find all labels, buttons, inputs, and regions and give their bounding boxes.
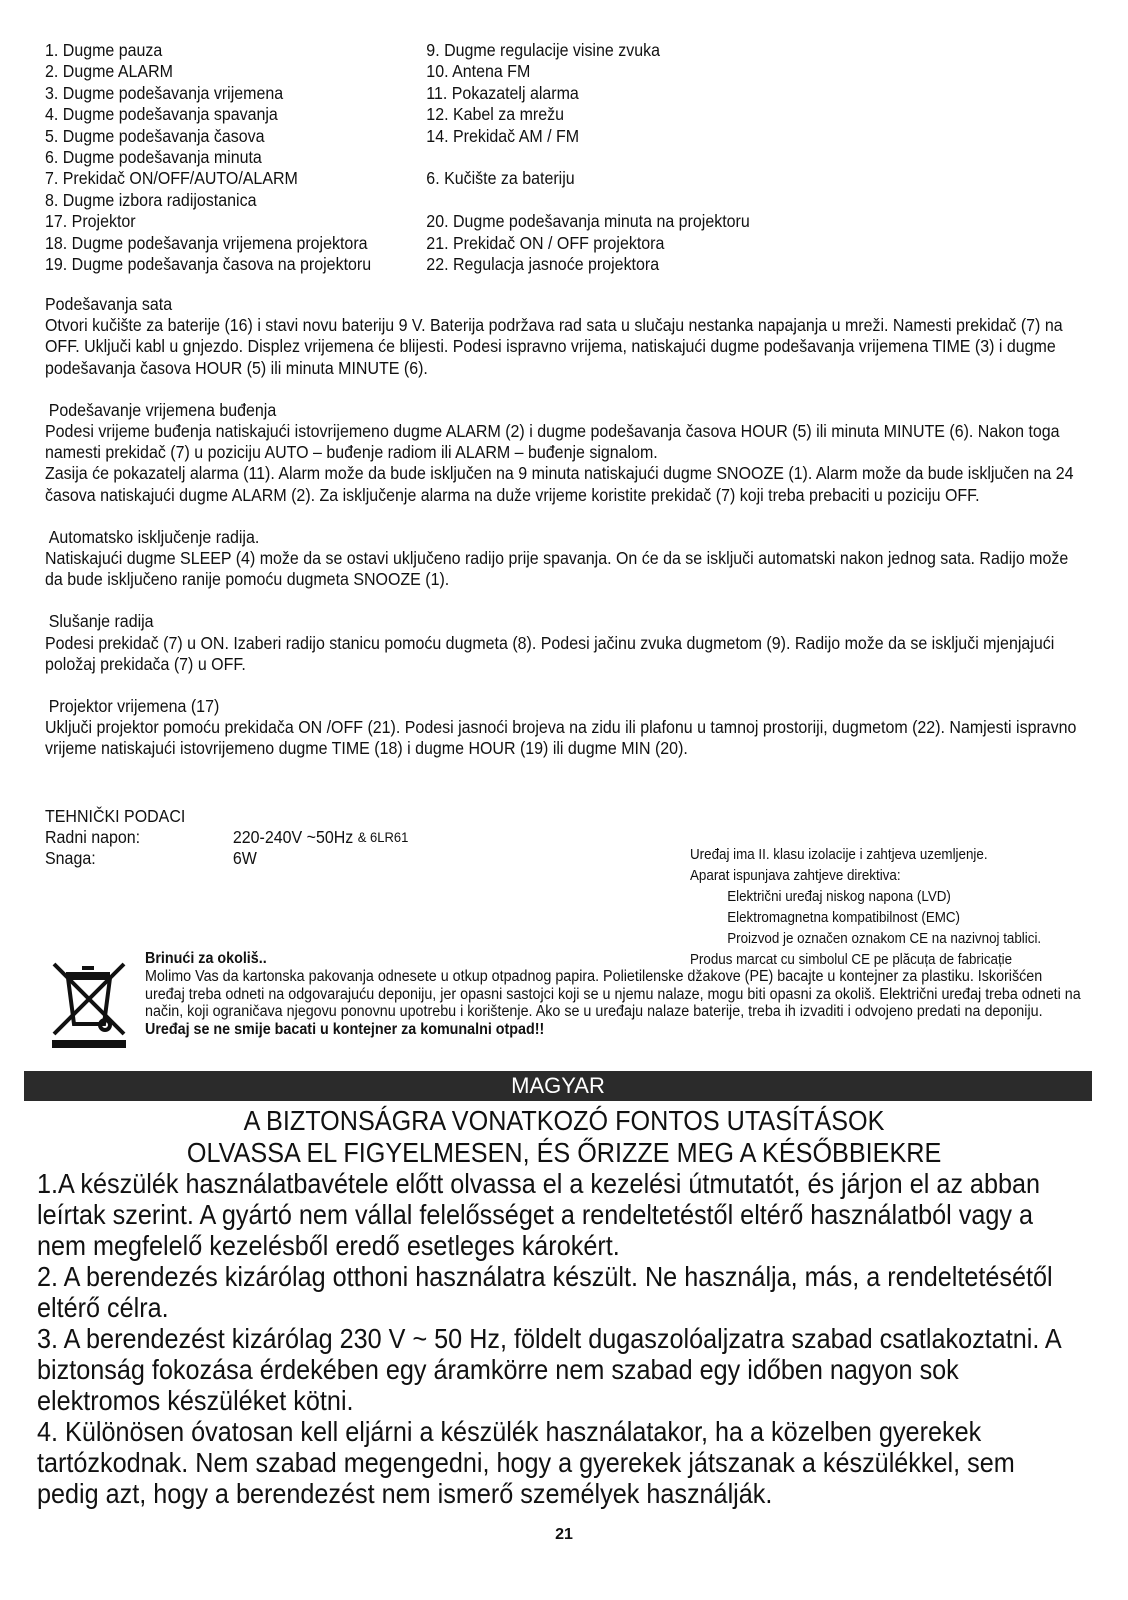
tech-value-extra: & 6LR61 bbox=[357, 829, 409, 845]
section-heading: Slušanje radija bbox=[48, 611, 154, 632]
environment-notice bbox=[145, 950, 1084, 1039]
note-line: Električni uređaj niskog napona (LVD) bbox=[727, 889, 951, 905]
hungarian-title-text: A BIZTONSÁGRA VONATKOZÓ FONTOS UTASÍTÁSOK bbox=[243, 1105, 885, 1136]
tech-heading: TEHNIČKI PODACI bbox=[45, 806, 186, 826]
part-item: 20. Dugme podešavanja minuta na projektoru bbox=[426, 211, 750, 232]
hungarian-body bbox=[37, 1168, 1063, 1509]
language-bar: MAGYAR bbox=[24, 1071, 1092, 1101]
part-item: 21. Prekidač ON / OFF projektora bbox=[426, 232, 665, 253]
tech-label: Radni napon: bbox=[45, 827, 141, 847]
parts-row bbox=[45, 211, 817, 232]
note-line: Produs marcat cu simbolul CE pe plăcuța de fabricație bbox=[690, 952, 1013, 968]
part-item: 5. Dugme podešavanja časova bbox=[45, 125, 265, 146]
technical-data bbox=[45, 806, 408, 869]
section-auto-off bbox=[45, 527, 1077, 591]
safety-item: 3. A berendezést kizárólag 230 V ~ 50 Hz, földelt dugaszolóaljzatra szabad csatlakoztatni. A biztonság fokozása érdekében egy áramkörre nem szabad egy időben nagyon sok elektromos készüléket kötni. bbox=[37, 1323, 1061, 1416]
section-text: Podesi prekidač (7) u ON. Izaberi radijo stanicu pomoću dugmeta (8). Podesi jačinu zvuka dugmetom (9). Radijo može da se isključi mjenjajući položaj prekidača (7) u OFF. bbox=[45, 632, 1055, 674]
part-item: 19. Dugme podešavanja časova na projektoru bbox=[45, 254, 372, 275]
section-text: Zasija će pokazatelj alarma (11). Alarm može da bude isključen na 9 minuta natiskajući dugme SNOOZE (1). Alarm može da bude isključen na 24 časova natiskajući dugme ALARM (2). Za isključenje alarma na duže vrijeme koristite prekidač (7) koji treba prebaciti u poziciju OFF. bbox=[45, 463, 1074, 505]
tech-row bbox=[45, 848, 408, 869]
environment-heading: Brinući za okoliš.. bbox=[145, 950, 267, 967]
tech-label: Snaga: bbox=[45, 848, 96, 868]
part-item: 4. Dugme podešavanja spavanja bbox=[45, 104, 278, 125]
note-line: Elektromagnetna kompatibilnost (EMC) bbox=[727, 910, 961, 926]
part-item: 7. Prekidač ON/OFF/AUTO/ALARM bbox=[45, 168, 298, 189]
parts-row bbox=[45, 126, 817, 147]
part-item bbox=[426, 147, 817, 168]
part-item: 6. Dugme podešavanja minuta bbox=[45, 147, 262, 168]
part-item: 10. Antena FM bbox=[426, 61, 531, 82]
parts-row bbox=[45, 168, 817, 189]
part-item bbox=[426, 190, 817, 211]
tech-value: 220-240V ~50Hz bbox=[232, 827, 354, 847]
section-text: Podesi vrijeme buđenja natiskajući istovrijemeno dugme ALARM (2) i dugme podešavanja časova HOUR (5) ili minuta MINUTE (6). Nakon toga namesti prekidač (7) u poziciju AUTO – buđenje radiom ili ALARM – buđenje signalom. bbox=[45, 421, 1060, 463]
part-item: 18. Dugme podešavanja vrijemena projektora bbox=[45, 232, 368, 253]
section-text: Uključi projektor pomoću prekidača ON /OFF (21). Podesi jasnoći brojeva na zidu ili plafonu u tamnoj prostoriji, dugmetom (22). Namjesti ispravno vrijeme natiskajući istovrijemeno dugme TIME (18) i dugme HOUR (19) ili dugme MIN (20). bbox=[45, 717, 1077, 759]
part-item: 14. Prekidač AM / FM bbox=[426, 125, 580, 146]
part-item: 9. Dugme regulacije visine zvuka bbox=[426, 40, 660, 60]
parts-row bbox=[45, 147, 817, 168]
crossed-out-wheelie-bin-icon bbox=[48, 958, 130, 1052]
section-heading: Podešavanje vrijemena buđenja bbox=[48, 399, 277, 420]
parts-row bbox=[45, 83, 817, 104]
part-item: 2. Dugme ALARM bbox=[45, 61, 173, 82]
part-item: 6. Kučište za bateriju bbox=[426, 168, 575, 189]
environment-warning: Uređaj se ne smije bacati u kontejner za komunalni otpad!! bbox=[145, 1021, 545, 1039]
part-item: 17. Projektor bbox=[45, 211, 136, 232]
safety-item: 4. Különösen óvatosan kell eljárni a készülék használatakor, ha a közelben gyerekek tartózkodnak. Nem szabad megengedni, hogy a gyerekek játszanak a készülékkel, sem pedig azt, hogy a berendezést nem ismerő személyek használják. bbox=[37, 1416, 1015, 1509]
tech-row bbox=[45, 827, 408, 848]
hungarian-subtitle-text: OLVASSA EL FIGYELMESEN, ÉS ŐRIZZE MEG A KÉSŐBBIEKRE bbox=[186, 1137, 942, 1168]
hungarian-title bbox=[0, 1105, 1128, 1137]
parts-row bbox=[45, 61, 817, 82]
section-text: Natiskajući dugme SLEEP (4) može da se ostavi uključeno radijo prije spavanja. On će da se isključi automatski nakon jednog sata. Radijo može da bude isključeno ranije pomoću dugmeta SNOOZE (1). bbox=[45, 548, 1069, 590]
section-clock-setting bbox=[45, 294, 1077, 379]
parts-row bbox=[45, 233, 817, 254]
parts-list bbox=[45, 40, 817, 275]
section-alarm-setting bbox=[45, 400, 1077, 506]
tech-value: 6W bbox=[232, 848, 257, 868]
note-line: Uređaj ima II. klasu izolacije i zahtjeva uzemljenje. bbox=[690, 847, 988, 863]
section-heading: Automatsko isključenje radija. bbox=[48, 526, 260, 547]
part-item: 22. Regulacja jasnoće projektora bbox=[426, 254, 660, 275]
instructions-body bbox=[45, 294, 1077, 781]
hungarian-subtitle bbox=[0, 1137, 1128, 1169]
section-heading: Podešavanja sata bbox=[45, 294, 173, 314]
part-item: 3. Dugme podešavanja vrijemena bbox=[45, 82, 284, 103]
parts-row bbox=[45, 190, 817, 211]
safety-item: 2. A berendezés kizárólag otthoni használatra készült. Ne használja, más, a rendeltetésétől eltérő célra. bbox=[37, 1261, 1053, 1323]
environment-text: Molimo Vas da kartonska pakovanja odnesete u otkup otpadnog papira. Polietilenske džakove (PE) bacajte u kontejner za plastiku. Iskorišćen uređaj treba odneti na odgovarajuću deponiju, jer opasni sastojci koji se u njemu nalaze, mogu biti opasni za okoliš. Električni uređaj treba odneti na način, koji ograničava njegovu ponovnu upotrebu i korištenje. Ako se u uređaju nalaze baterije, treba ih izvaditi i odvojeno predati na deponiju. bbox=[145, 967, 1081, 1021]
part-item: 12. Kabel za mrežu bbox=[426, 104, 565, 125]
section-heading: Projektor vrijemena (17) bbox=[48, 696, 220, 717]
part-item: 1. Dugme pauza bbox=[45, 40, 163, 60]
note-line: Aparat ispunjava zahtjeve direktiva: bbox=[690, 868, 901, 884]
part-item: 8. Dugme izbora radijostanica bbox=[45, 189, 257, 210]
section-radio bbox=[45, 611, 1077, 675]
parts-row bbox=[45, 40, 817, 61]
safety-item: 1.A készülék használatbavétele előtt olvassa el a kezelési útmutatót, és járjon el az abban leírtak szerint. A gyártó nem vállal felelősséget a rendeltetéstől eltérő használatból vagy a nem megfelelő kezelésből eredő esetleges károkért. bbox=[37, 1168, 1041, 1261]
part-item: 11. Pokazatelj alarma bbox=[426, 82, 579, 103]
parts-row bbox=[45, 254, 817, 275]
note-line: Proizvod je označen oznakom CE na nazivnoj tablici. bbox=[727, 931, 1042, 947]
parts-row bbox=[45, 104, 817, 125]
section-projector bbox=[45, 696, 1077, 760]
section-text: Otvori kučište za baterije (16) i stavi novu bateriju 9 V. Baterija podržava rad sata u slučaju nestanka napajanja u mreži. Namesti prekidač (7) na OFF. Uključi kabl u gnjezdo. Displez vrijemena će blijesti. Podesi ispravno vrijema, natiskajući dugme podešavanja vrijemena TIME (3) i dugme podešavanja časova HOUR (5) ili minuta MINUTE (6). bbox=[45, 315, 1063, 378]
page-number: 21 bbox=[555, 1526, 573, 1543]
